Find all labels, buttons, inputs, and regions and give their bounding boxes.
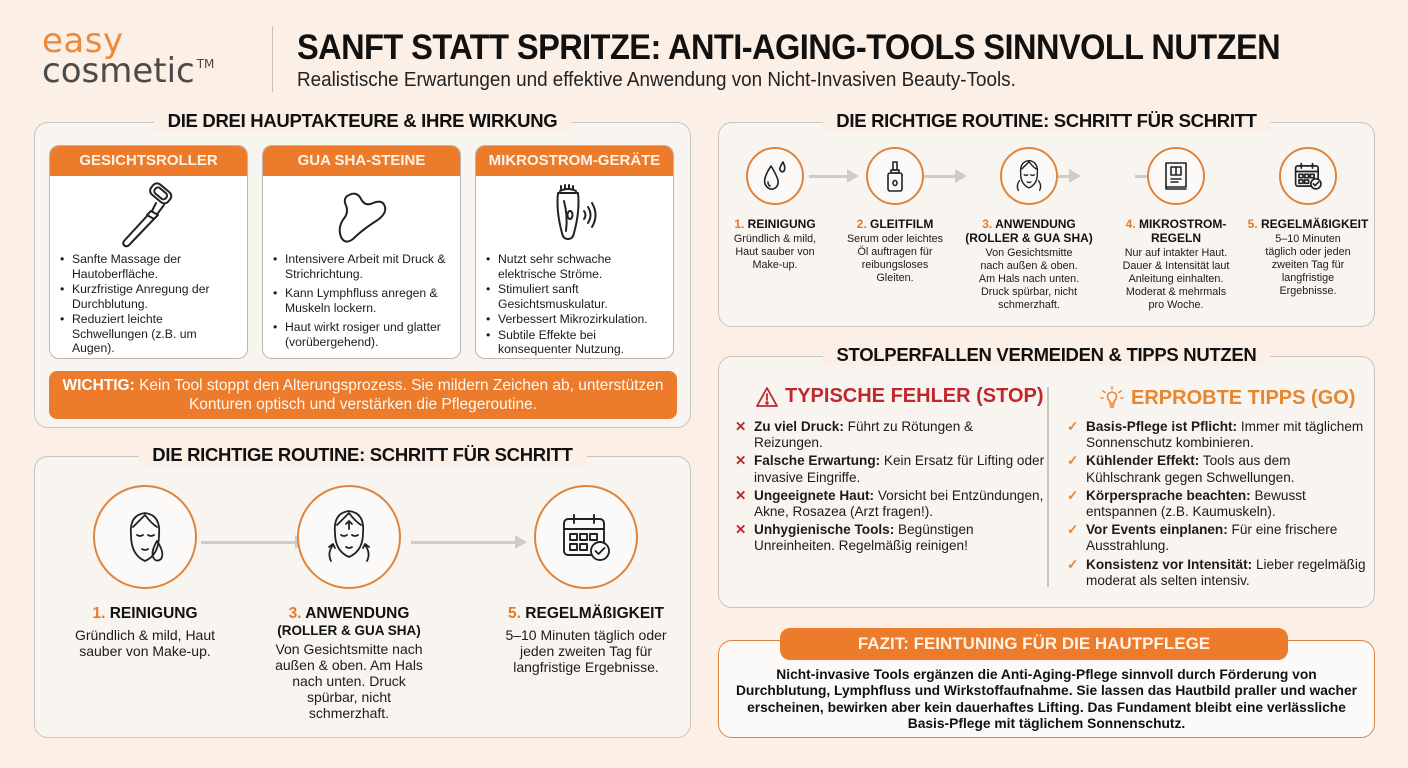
item-text: Lieber regelmäßig moderat als selten intensiv. <box>1086 556 1366 588</box>
go-list <box>1067 419 1367 591</box>
step-title <box>837 217 953 231</box>
brand-logo <box>42 21 215 91</box>
item-label: Zu viel Druck: <box>754 419 844 434</box>
item-label: Konsistenz vor Intensität: <box>1086 556 1253 572</box>
step-number: 2. <box>856 217 867 231</box>
item-text: Vorsicht bei Entzündungen, Akne, Rosazea (Arzt fragen!). <box>754 487 1044 520</box>
list-item <box>1067 522 1367 554</box>
list-item <box>735 419 1045 451</box>
list-item <box>60 357 241 360</box>
warning-icon <box>755 386 779 408</box>
step-description: Gründlich & mild, Haut sauber von Make-up. <box>733 233 817 271</box>
page-subtitle: Realistische Erwartungen und effektive Anwendung von Nicht-Invasiven Beauty-Tools. <box>297 68 1016 91</box>
page-title: SANFT STATT SPRITZE: ANTI-AGING-TOOLS SINNVOLL NUTZEN <box>297 28 1281 67</box>
calendar-check-icon <box>534 485 638 589</box>
face-roller-icon <box>50 180 247 252</box>
step-description: Von Gesichtsmitte nach außen & oben. Am Hals nach unten. Druck spürbar, nicht schmerzhaft. <box>275 641 423 721</box>
tool-card-face-roller <box>49 145 248 359</box>
water-drops-icon <box>746 147 804 205</box>
important-text: Kein Tool stoppt den Alterungsprozess. Sie mildern Zeichen ab, unterstützen Konturen optisch und verstärken die Pflegeroutine. <box>134 377 664 413</box>
routine-step-application <box>259 485 439 721</box>
step-title <box>1245 217 1371 231</box>
step-label: GLEITFILM <box>870 217 934 231</box>
routine-step-cleansing <box>45 485 245 659</box>
item-text: Kein Ersatz für Lifting oder invasive Eingriffe. <box>754 453 1045 485</box>
list-item <box>735 488 1045 520</box>
trademark-mark: TM <box>196 57 215 71</box>
step-title <box>259 605 439 623</box>
lightbulb-icon <box>1099 385 1125 411</box>
tool-card-microcurrent <box>475 145 674 359</box>
step-title <box>491 605 681 623</box>
item-label: Falsche Erwartung: <box>754 453 881 469</box>
list-item: • Subtile Effekte bei konsequenter Nutzung. <box>486 328 667 357</box>
stop-list <box>735 419 1045 557</box>
list-item <box>1067 557 1367 589</box>
step-subtitle: (ROLLER & GUA SHA) <box>277 623 421 638</box>
step-description: 5–10 Minuten täglich oder jeden zweiten Tag für langfristige Ergebnisse. <box>505 627 667 675</box>
face-cleansing-icon <box>93 485 197 589</box>
check-icon: ✓ <box>1067 522 1079 538</box>
check-icon: ✓ <box>1067 453 1079 469</box>
tool-name: GESICHTSROLLER <box>50 146 247 176</box>
face-massage-direction-icon <box>297 485 401 589</box>
check-icon: ✓ <box>1067 556 1079 572</box>
pitfalls-panel <box>718 344 1375 608</box>
list-item <box>735 522 1045 554</box>
step-label: REINIGUNG <box>747 217 816 231</box>
tool-name: GUA SHA-STEINE <box>263 146 460 176</box>
step-label: REINIGUNG <box>109 605 198 622</box>
routine-step-regularity <box>491 485 681 675</box>
step-label: REGELMÄßIGKEIT <box>1261 217 1369 231</box>
go-column-title <box>1099 385 1355 411</box>
logo-line-2 <box>42 51 215 91</box>
section-title: DIE DREI HAUPTAKTEURE & IHRE WIRKUNG <box>154 110 572 132</box>
microcurrent-device-icon <box>476 180 673 252</box>
section-title: STOLPERFALLEN VERMEIDEN & TIPPS NUTZEN <box>823 344 1271 366</box>
face-massage-icon <box>1000 147 1058 205</box>
list-item: • Intensivere Arbeit mit Druck & Strichrichtung. <box>273 252 454 281</box>
item-label: Unhygienische Tools: <box>754 522 895 538</box>
list-item: • Verbessert Mikrozirkulation. <box>486 312 667 327</box>
step-title <box>959 217 1099 231</box>
tool-benefits-list <box>50 252 247 359</box>
conclusion-text: Nicht-invasive Tools ergänzen die Anti-Aging-Pflege sinnvoll durch Förderung von Durchblutung, Lymphfluss und Wirkstoffaufnahme. Sie lassen das Hautbild praller und wacher erscheinen, bewirken aber kein dauerhaftes Lifting. Das Fundament bleibt eine verlässliche Basis-Pflege mit täglichem Sonnenschutz. <box>735 667 1358 732</box>
routine-step-5 <box>1245 147 1371 298</box>
routine-step-1 <box>725 147 825 272</box>
list-item: • Stimuliert sanft Gesichtsmuskulatur. <box>486 282 667 311</box>
calendar-check-icon <box>1279 147 1337 205</box>
step-subtitle: (ROLLER & GUA SHA) <box>965 231 1093 245</box>
item-text: Bewusst entspannen (z.B. Kaumuskeln). <box>1086 487 1306 520</box>
step-number: 3. <box>982 217 993 231</box>
item-label: Kühlender Effekt: <box>1086 453 1200 469</box>
main-actors-panel <box>34 110 691 428</box>
logo-wordmark: cosmetic <box>42 51 195 91</box>
item-label: Basis-Pflege ist Pflicht: <box>1086 419 1238 434</box>
stop-title-label: TYPISCHE FEHLER (STOP) <box>785 385 1044 407</box>
item-label: Vor Events einplanen: <box>1086 522 1228 538</box>
list-item: • Haut wirkt rosiger und glatter (vorübergehend). <box>273 320 454 349</box>
logo-line-1: easy <box>42 21 124 61</box>
list-item: • Sanfte Massage der Hautoberfläche. <box>60 252 241 281</box>
step-description: 5–10 Minuten täglich oder jeden zweiten Tag für langfristige Ergebnisse. <box>1265 233 1351 297</box>
list-item <box>1067 488 1367 520</box>
check-icon: ✓ <box>1067 487 1079 503</box>
step-number: 5. <box>508 605 521 622</box>
item-text: Begünstigen Unreinheiten. Regelmäßig reinigen! <box>754 522 974 554</box>
routine-step-4 <box>1107 147 1245 312</box>
item-label: Ungeeignete Haut: <box>754 487 875 503</box>
column-divider <box>1047 387 1049 587</box>
step-description: Gründlich & mild, Haut sauber von Make-up. <box>74 627 216 659</box>
item-text: Tools aus dem Kühlschrank gegen Schwellungen. <box>1086 453 1295 485</box>
tool-name: MIKROSTROM-GERÄTE <box>476 146 673 176</box>
routine-full-panel <box>718 110 1375 327</box>
cross-icon: ✕ <box>735 487 747 503</box>
gua-sha-stone-icon <box>263 180 460 252</box>
list-item: • Kurzfristige Anregung der Durchblutung. <box>60 282 241 311</box>
step-number: 1. <box>734 217 745 231</box>
cross-icon: ✕ <box>735 419 747 434</box>
conclusion-title: FAZIT: FEINTUNING FÜR DIE HAUTPFLEGE <box>780 628 1288 660</box>
step-description: Nur auf intakter Haut. Dauer & Intensität laut Anleitung einhalten. Moderat & mehrmals pro Woche. <box>1122 247 1230 311</box>
tool-card-gua-sha <box>262 145 461 359</box>
step-number: 1. <box>92 605 106 622</box>
list-item: • Nutzt sehr schwache elektrische Ströme. <box>486 252 667 281</box>
list-item <box>1067 419 1367 451</box>
section-title: DIE RICHTIGE ROUTINE: SCHRITT FÜR SCHRITT <box>138 444 586 466</box>
conclusion-panel <box>718 634 1375 738</box>
step-title <box>1107 217 1245 231</box>
serum-bottle-icon <box>866 147 924 205</box>
tool-benefits-list <box>263 252 460 349</box>
important-note-banner <box>49 371 677 419</box>
tool-benefits-list <box>476 252 673 357</box>
step-description: Serum oder leichtes Öl auftragen für reibungsloses Gleiten. <box>846 233 944 284</box>
list-item <box>1067 453 1367 485</box>
item-label: Körpersprache beachten: <box>1086 487 1251 503</box>
item-text: Für eine frischere Ausstrahlung. <box>1086 522 1338 554</box>
step-title <box>725 217 825 231</box>
step-number: 5. <box>1247 217 1258 231</box>
list-item <box>735 453 1045 485</box>
step-title <box>45 605 245 623</box>
step-label: MIKROSTROM- <box>1139 217 1227 231</box>
routine-step-2 <box>837 147 953 285</box>
step-label: ANWENDUNG <box>305 605 410 622</box>
step-subtitle: REGELN <box>1150 231 1201 245</box>
step-description: Von Gesichtsmitte nach außen & oben. Am Hals nach unten. Druck spürbar, nicht schmerzhaft. <box>978 247 1080 311</box>
item-text: Führt zu Rötungen & Reizungen. <box>754 419 974 451</box>
stop-column-title <box>755 385 1044 408</box>
step-number: 3. <box>288 605 302 622</box>
item-text: Immer mit täglichem Sonnenschutz kombinieren. <box>1086 419 1364 451</box>
check-icon: ✓ <box>1067 419 1079 434</box>
step-label: ANWENDUNG <box>995 217 1076 231</box>
cross-icon: ✕ <box>735 453 747 469</box>
section-title: DIE RICHTIGE ROUTINE: SCHRITT FÜR SCHRITT <box>822 110 1270 132</box>
step-number: 4. <box>1125 217 1136 231</box>
cross-icon: ✕ <box>735 522 747 538</box>
step-label: REGELMÄßIGKEIT <box>525 605 664 622</box>
manual-book-icon <box>1147 147 1205 205</box>
routine-short-panel <box>34 444 691 738</box>
header-divider <box>272 26 273 92</box>
go-title-label: ERPROBTE TIPPS (GO) <box>1131 386 1356 409</box>
list-item: • Reduziert leichte Schwellungen (z.B. um Augen). <box>60 312 241 356</box>
important-label: WICHTIG: <box>62 377 135 394</box>
list-item: • Kann Lymphfluss anregen & Muskeln lockern. <box>273 286 454 315</box>
routine-step-3 <box>959 147 1099 312</box>
